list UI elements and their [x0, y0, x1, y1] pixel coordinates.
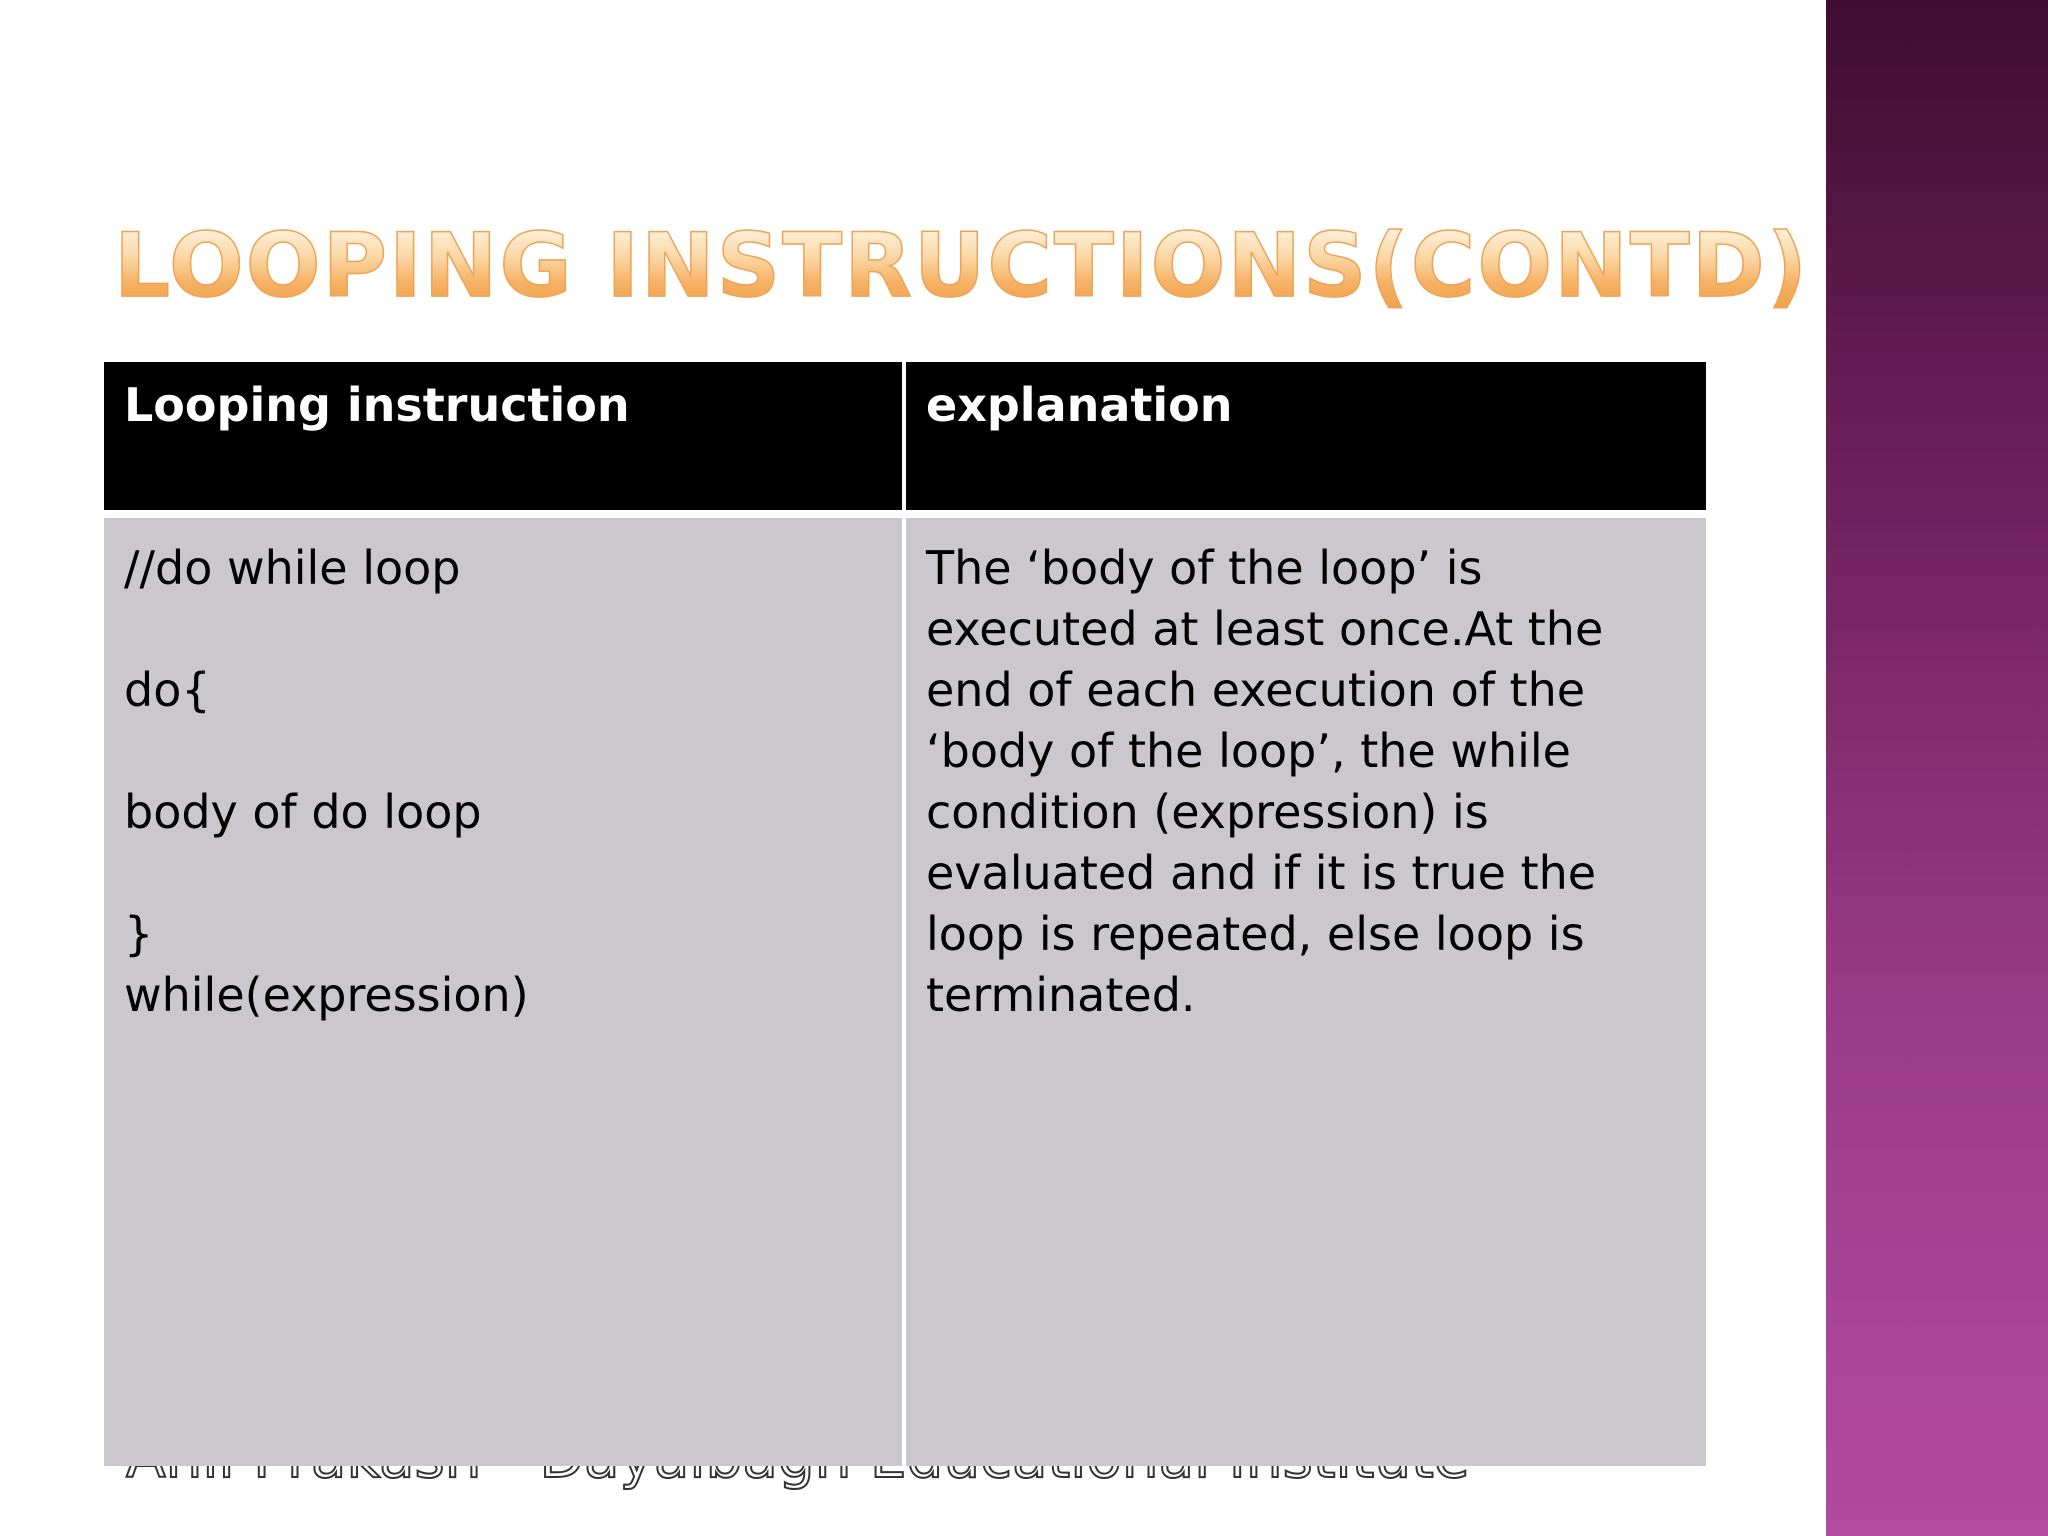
code-line: //do while loop: [124, 541, 461, 595]
code-cell: [104, 518, 902, 1466]
explanation-cell: The ‘body of the loop’ is executed at least once.At the end of each execution of the ‘body of the loop’, the while condition (expression) is evaluated and if it is true the loop is repeated, else loop is terminated.: [906, 518, 1706, 1466]
table-header-row: [104, 362, 1706, 510]
code-line: }: [124, 907, 154, 961]
decorative-side-band: [1826, 0, 2048, 1536]
header-cell-instruction: Looping instruction: [104, 362, 902, 510]
code-line: [124, 599, 882, 660]
code-line: [124, 721, 882, 782]
looping-table: [104, 362, 1706, 1466]
code-line: body of do loop: [124, 785, 482, 839]
table-row: [104, 518, 1706, 1466]
slide-title: LOOPING INSTRUCTIONS(CONTD): [114, 214, 1810, 317]
code-line: do{: [124, 663, 211, 717]
code-line: [124, 843, 882, 904]
header-cell-explanation: explanation: [906, 362, 1706, 510]
code-line: while(expression): [124, 968, 529, 1022]
